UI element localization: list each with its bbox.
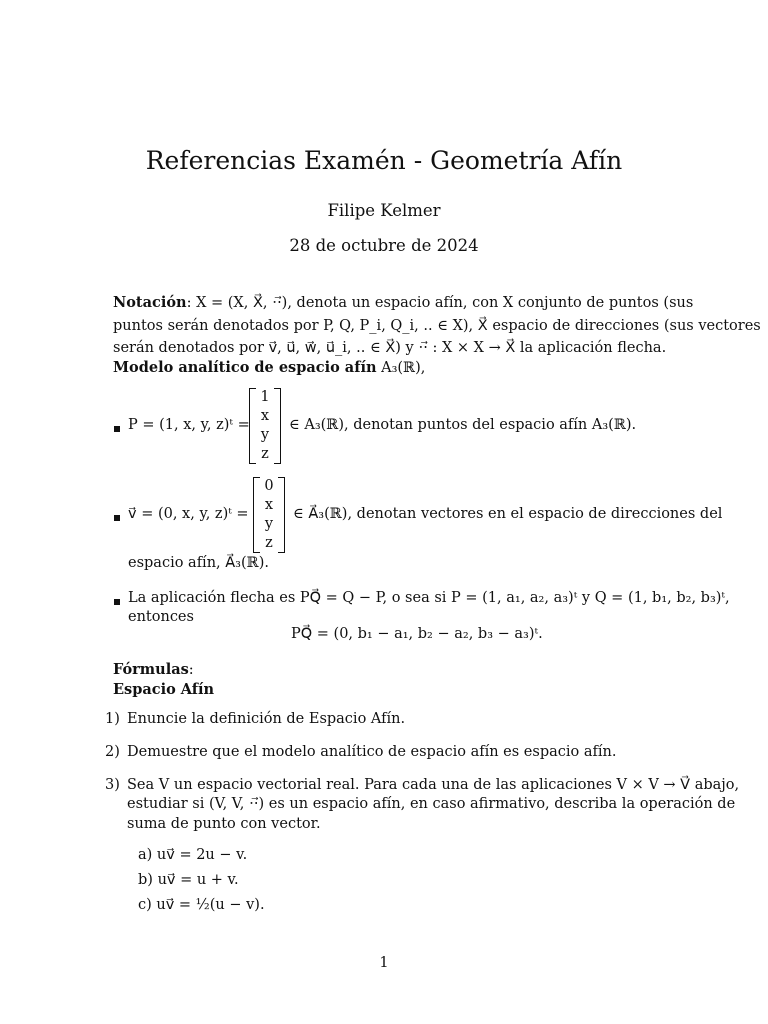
matrix-cell: y xyxy=(264,516,274,532)
bullet-marker xyxy=(114,599,120,605)
subitem xyxy=(138,847,247,863)
matrix-cell: z xyxy=(261,446,269,462)
document-title: Referencias Examén - Geometría Afín xyxy=(145,146,623,175)
item-text-line-2: estudiar si (V, V, ⋅⋅⃗) es un espacio afín, en caso afirmativo, describa la operación de xyxy=(127,796,736,812)
section-title: Espacio Afín xyxy=(113,681,215,698)
matrix-cell: y xyxy=(260,427,270,443)
page-number: 1 xyxy=(379,955,389,971)
vector-column-matrix xyxy=(253,477,285,553)
matrix-cell: x xyxy=(260,408,270,424)
section-heading xyxy=(113,681,214,698)
notation-line-3: serán denotados por v⃗, u⃗, w⃗, u⃗_i, .. ∈ X⃗) y ⋅⋅⃗ : X × X → X⃗ la aplicación flecha. xyxy=(113,340,667,356)
item-text: Demuestre que el modelo analítico de espacio afín es espacio afín. xyxy=(127,744,617,760)
subitem xyxy=(138,897,265,913)
item-number: 1) xyxy=(105,711,120,727)
matrix-cell: 1 xyxy=(260,389,270,405)
model-suffix: A₃(ℝ), xyxy=(376,360,426,376)
bullet2-cont: espacio afín, A⃗₃(ℝ). xyxy=(128,555,269,571)
author: Filipe Kelmer xyxy=(327,201,441,220)
notation-label: Notación xyxy=(113,294,187,311)
item-number: 3) xyxy=(105,777,120,793)
bullet2-lhs: v⃗ = (0, x, y, z)ᵗ = xyxy=(128,506,249,522)
model-label: Modelo analítico de espacio afín xyxy=(113,359,377,376)
bullet3-formula: PQ⃗ = (0, b₁ − a₁, b₂ − a₂, b₃ − a₃)ᵗ. xyxy=(291,626,543,642)
bullet1-lhs: P = (1, x, y, z)ᵗ = xyxy=(128,417,250,433)
bullet-marker xyxy=(114,515,120,521)
subitem-text: uv⃗ = u + v. xyxy=(157,872,239,888)
bullet3-line-1: La aplicación flecha es PQ⃗ = Q − P, o sea si P = (1, a₁, a₂, a₃)ᵗ y Q = (1, b₁, b₂, b₃)ᵗ, xyxy=(128,590,730,606)
subitem xyxy=(138,872,239,888)
item-text-line-3: suma de punto con vector. xyxy=(127,816,321,832)
formulas-colon: : xyxy=(188,662,194,678)
item-text: Enuncie la definición de Espacio Afín. xyxy=(127,711,406,727)
subitem-text: uv⃗ = ½(u − v). xyxy=(156,897,265,913)
matrix-cell: 0 xyxy=(264,478,274,494)
notation-line-1 xyxy=(113,294,693,311)
model-heading xyxy=(113,359,425,376)
matrix-cell: z xyxy=(265,535,273,551)
bullet-marker xyxy=(114,426,120,432)
item-number: 2) xyxy=(105,744,120,760)
subitem-label: b) xyxy=(138,872,153,888)
bullet3-line-2: entonces xyxy=(128,609,194,625)
point-column-matrix xyxy=(249,388,281,464)
formulas-heading xyxy=(113,661,194,678)
bullet1-rhs: ∈ A₃(ℝ), denotan puntos del espacio afín A₃(ℝ). xyxy=(289,417,637,433)
notation-text-1: : X = (X, X⃗, ⋅⋅⃗), denota un espacio afín, con X conjunto de puntos (sus xyxy=(186,295,694,311)
item-text-line-1: Sea V un espacio vectorial real. Para cada una de las aplicaciones V × V → V⃗ abajo, xyxy=(127,777,740,793)
date: 28 de octubre de 2024 xyxy=(289,236,479,255)
notation-line-2: puntos serán denotados por P, Q, P_i, Q_i, .. ∈ X), X⃗ espacio de direcciones (sus vectores xyxy=(113,318,761,334)
formulas-label: Fórmulas xyxy=(113,661,189,678)
subitem-text: uv⃗ = 2u − v. xyxy=(156,847,248,863)
matrix-cell: x xyxy=(264,497,274,513)
bullet2-rhs: ∈ A⃗₃(ℝ), denotan vectores en el espacio de direcciones del xyxy=(293,506,723,522)
subitem-label: c) xyxy=(138,897,152,913)
subitem-label: a) xyxy=(138,847,153,863)
